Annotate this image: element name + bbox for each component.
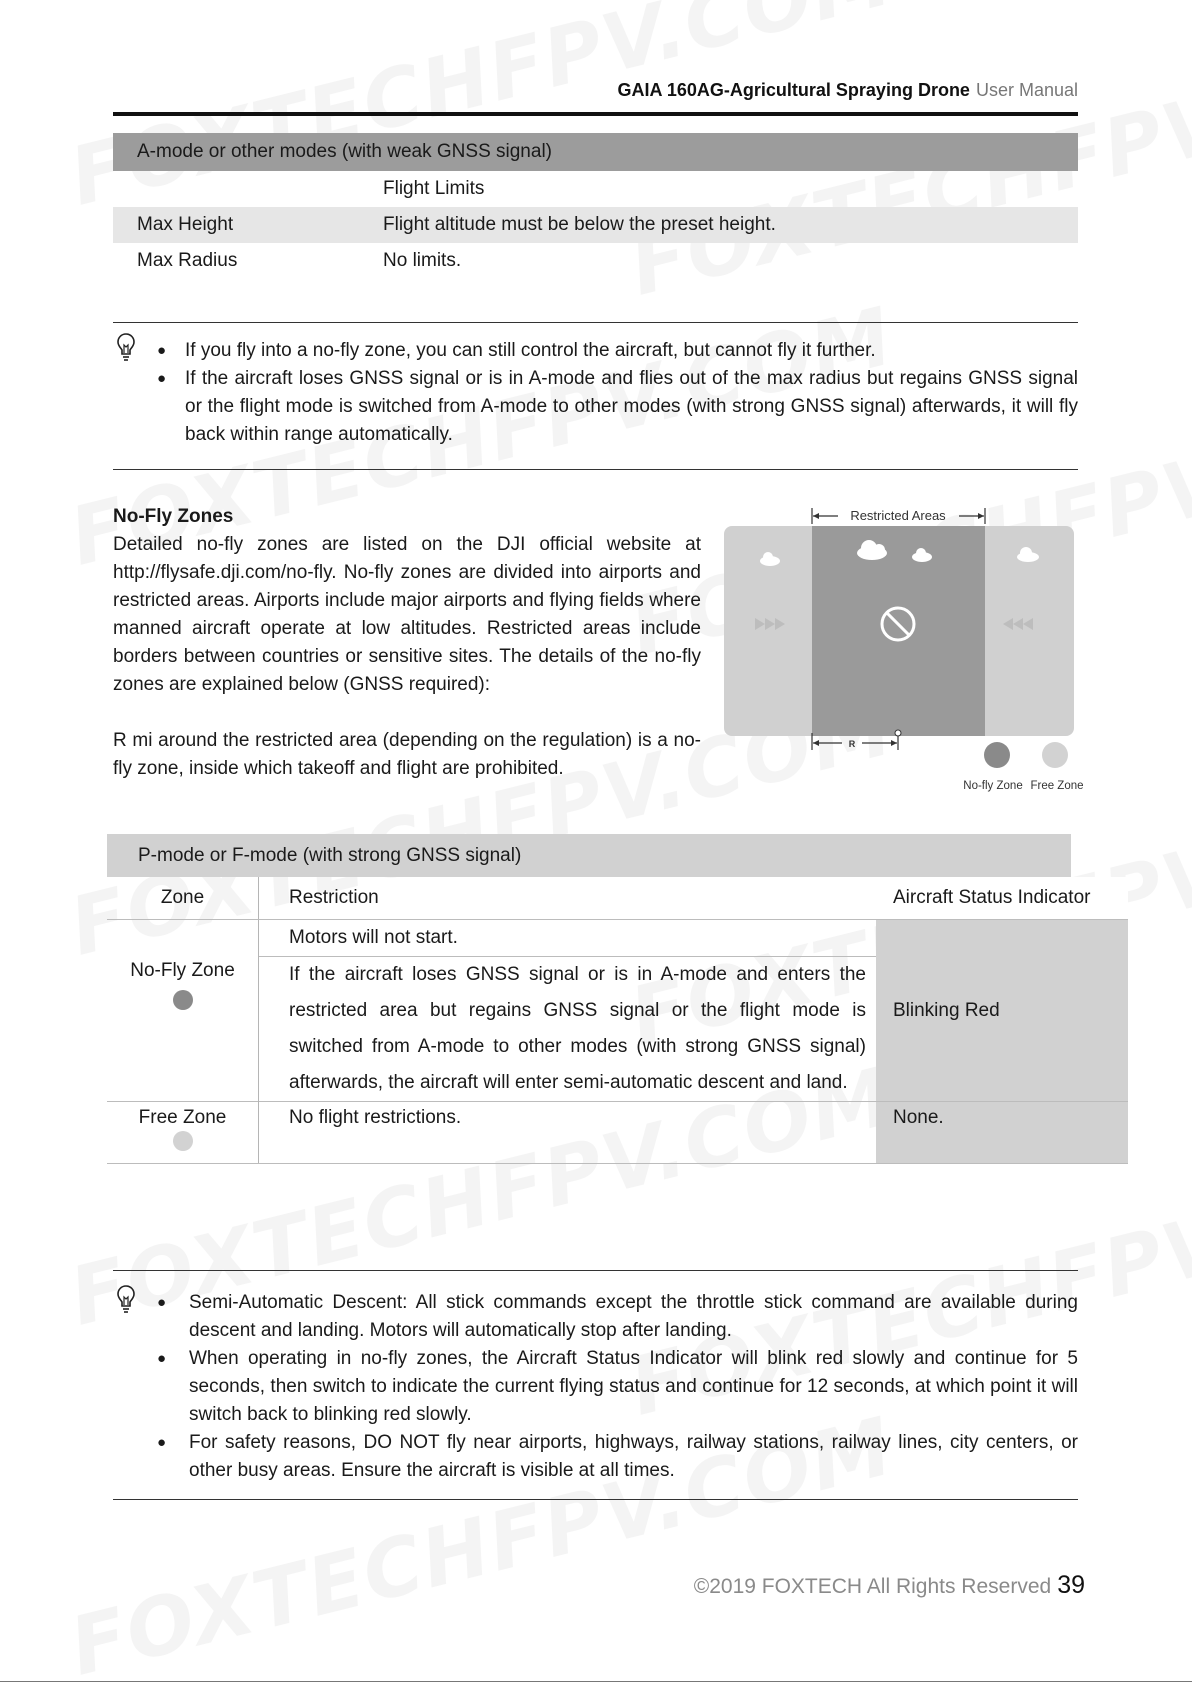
tip-note <box>113 322 1078 470</box>
tip-note <box>113 1270 1078 1500</box>
table-title: A-mode or other modes (with weak GNSS signal) <box>113 133 1078 171</box>
no-fly-zone-center <box>812 526 985 736</box>
restricted-areas-label: Restricted Areas <box>850 508 946 523</box>
page-divider <box>0 1681 1192 1682</box>
paragraph: Detailed no-fly zones are listed on the DJI official website at http://flysafe.dji.com/no-fly. No-fly zones are divided into airports and restricted areas. Airports include major airports and flying fields where manned aircraft operate at low altitudes. Restricted areas include borders between countries or sensitive sites. The details of the no-fly zones are explained below (GNSS required): <box>113 534 701 695</box>
row-label: Max Radius <box>137 250 238 271</box>
list-item: ● If the aircraft loses GNSS signal or is in A-mode and flies out of the max radius but regains GNSS signal or the flight mode is switched from A-mode to other modes (with strong GNSS signal) afterwards, it will fly back within range automatically. <box>113 365 1078 449</box>
list-item: ● Semi-Automatic Descent: All stick commands except the throttle stick command are available during descent and landing. Motors will automatically stop after landing. <box>113 1289 1078 1345</box>
weak-gnss-table <box>113 133 1078 279</box>
zone-free-label: Free Zone <box>138 1107 227 1128</box>
restriction-cell: If the aircraft loses GNSS signal or is in A-mode and enters the restricted area but regains GNSS signal or the flight mode is switched from A-mode to other modes (with strong GNSS signal) afterwards, the aircraft will enter semi-automatic descent and land. <box>289 964 866 1093</box>
header-restriction: Restriction <box>259 877 877 920</box>
table-title: P-mode or F-mode (with strong GNSS signal) <box>107 834 1071 877</box>
page-footer <box>620 1571 1085 1600</box>
header-indicator: Aircraft Status Indicator <box>876 877 1128 920</box>
no-fly-zone-legend-dot <box>984 742 1010 768</box>
product-title: GAIA 160AG-Agricultural Spraying Drone <box>617 80 970 100</box>
strong-gnss-table <box>107 834 1091 1164</box>
no-fly-section <box>113 503 701 783</box>
restricted-areas-dimension <box>812 508 985 524</box>
list-item: ● If you fly into a no-fly zone, you can still control the aircraft, but cannot fly it further. <box>113 337 1078 365</box>
section-heading: No-Fly Zones <box>113 506 234 527</box>
restriction-cell: Motors will not start. <box>259 920 877 957</box>
table-row <box>107 1102 1128 1164</box>
free-zone-dot <box>173 1131 193 1151</box>
restriction-cell: No flight restrictions. <box>259 1102 877 1164</box>
page-header <box>113 80 1078 116</box>
indicator-blinking-red: Blinking Red <box>893 999 1000 1021</box>
list-item: ● When operating in no-fly zones, the Aircraft Status Indicator will blink red slowly and continue for 5 seconds, then switch to indicate the current flying status and continue for 12 seconds, at which point it will switch back to blinking red slowly. <box>113 1345 1078 1429</box>
no-fly-zone-diagram <box>722 503 1086 803</box>
list-item: ● For safety reasons, DO NOT fly near airports, highways, railway stations, railway lines, city centers, or other busy areas. Ensure the aircraft is visible at all times. <box>113 1429 1078 1485</box>
table-row <box>113 207 1078 243</box>
copyright: ©2019 FOXTECH All Rights Reserved <box>693 1575 1052 1598</box>
document-type: User Manual <box>975 80 1078 100</box>
row-value: No limits. <box>383 250 462 271</box>
no-fly-zone-dot <box>173 990 193 1010</box>
radius-label: R <box>848 739 856 749</box>
legend-free: Free Zone <box>1030 780 1084 792</box>
indicator-none: None. <box>876 1102 1128 1164</box>
zone-no-fly-label: No-Fly Zone <box>130 960 235 981</box>
table-row <box>107 920 1128 957</box>
page-number: 39 <box>1057 1571 1085 1599</box>
table-row <box>113 243 1078 279</box>
free-zone-legend-dot <box>1042 742 1068 768</box>
column-header: Flight Limits <box>383 178 485 199</box>
legend-no-fly: No-fly Zone <box>963 780 1023 792</box>
header-zone: Zone <box>107 877 259 920</box>
table-header-row <box>107 877 1128 920</box>
row-label: Max Height <box>137 214 234 235</box>
paragraph: R mi around the restricted area (depending on the regulation) is a no-fly zone, inside which takeoff and flight are prohibited. <box>113 730 701 779</box>
row-value: Flight altitude must be below the preset height. <box>383 214 776 235</box>
